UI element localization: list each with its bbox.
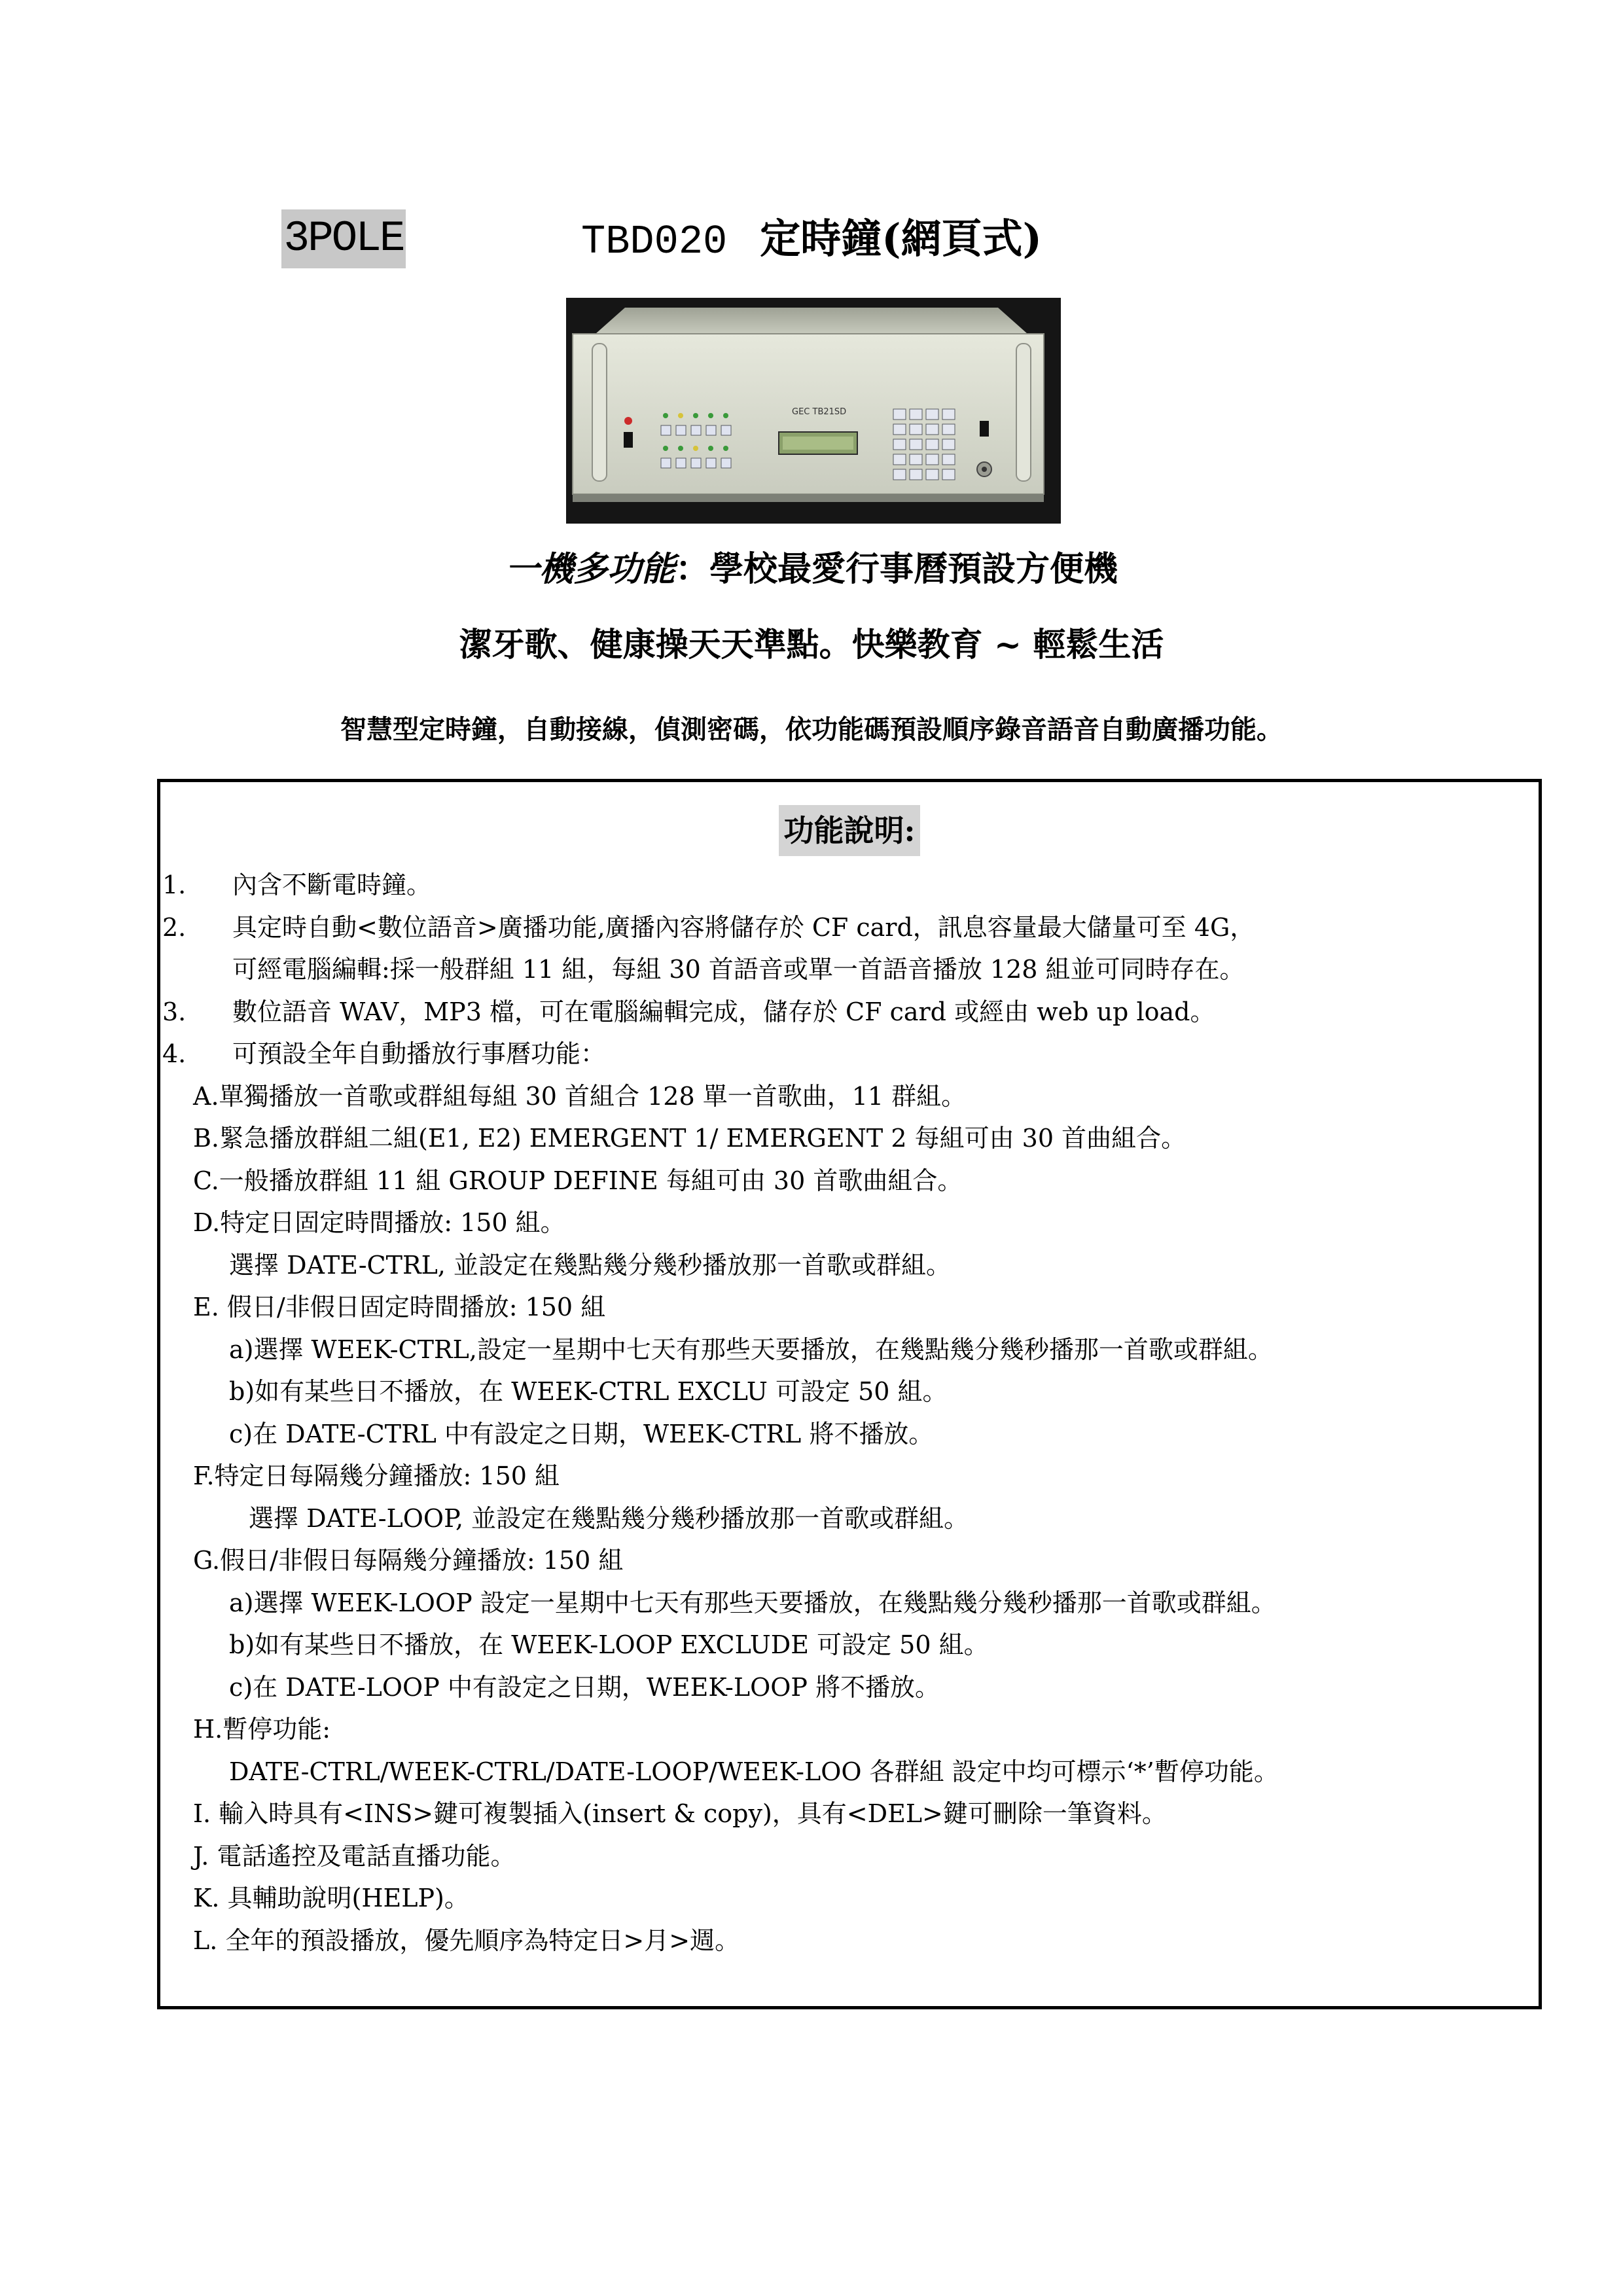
feature-line [160,906,1539,949]
line-text: 選擇 DATE-CTRL, 並設定在幾點幾分幾秒播放那一首歌或群組。 [229,1250,951,1280]
line-text: B.緊急播放群組二組(E1, E2) EMERGENT 1/ EMERGENT 2 每組可由 30 首曲組合。 [193,1124,1186,1153]
feature-line [160,1286,1539,1329]
feature-line [160,1033,1539,1075]
feature-line [160,864,1539,906]
line-text: a)選擇 WEEK-CTRL,設定一星期中七天有那些天要播放，在幾點幾分幾秒播那一首歌或群組。 [229,1335,1273,1364]
product-title [581,209,1042,268]
line-text: L. 全年的預設播放，優先順序為特定日>月>週。 [193,1926,740,1955]
line-text: DATE-CTRL/WEEK-CTRL/DATE-LOOP/WEEK-LOO 各群組 設定中均可標示‘*’暫停功能。 [229,1757,1279,1786]
feature-line [160,1835,1539,1878]
line-text: A.單獨播放一首歌或群組每組 30 首組合 128 單一首歌曲，11 群組。 [193,1081,967,1111]
unit-brand-label: GEC TB21SD [792,407,847,417]
line-text: b)如有某些日不播放，在 WEEK-CTRL EXCLU 可設定 50 組。 [229,1377,948,1406]
line-number: 4. [162,1039,187,1068]
line-text: H.暫停功能: [193,1715,331,1744]
model-code: TBD020 [581,219,728,265]
line-text: 數位語音 WAV，MP3 檔，可在電腦編輯完成，儲存於 CF card 或經由 web up load。 [232,997,1215,1026]
feature-line [160,948,1539,991]
feature-line [160,1920,1539,1962]
intro-text: 智慧型定時鐘，自動接線，偵測密碼，依功能碼預設順序錄音語音自動廣播功能。 [340,714,1283,745]
line-text: E. 假日/非假日固定時間播放: 150 組 [193,1293,606,1321]
line-text: D.特定日固定時間播放: 150 組。 [193,1208,565,1237]
slogan-highlight: 一機多功能 [505,549,675,589]
line-text: 內含不斷電時鐘。 [232,870,432,899]
line-text: G.假日/非假日每隔幾分鐘播放: 150 組 [193,1546,624,1575]
line-text: c)在 DATE-CTRL 中有設定之日期，WEEK-CTRL 將不播放。 [229,1419,934,1448]
line-text: c)在 DATE-LOOP 中有設定之日期，WEEK-LOOP 將不播放。 [229,1672,940,1702]
line-text: C.一般播放群組 11 組 GROUP DEFINE 每組可由 30 首歌曲組合。 [193,1166,963,1195]
feature-line [160,1708,1539,1751]
line-text: I. 輸入時具有<INS>鍵可複製插入(insert & copy)，具有<DEL>鍵可刪除一筆資料。 [193,1799,1167,1828]
line-text: F.特定日每隔幾分鐘播放: 150 組 [193,1462,560,1490]
feature-list [160,864,1539,1962]
feature-line [160,1666,1539,1709]
slogan-primary [0,540,1623,599]
feature-line [160,1455,1539,1498]
slogan-rest: ：學校最愛行事曆預設方便機 [675,549,1118,589]
line-number: 1. [162,870,187,899]
feature-line [160,1202,1539,1244]
line-text: 選擇 DATE-LOOP, 並設定在幾點幾分幾秒播放那一首歌或群組。 [249,1503,969,1533]
product-photo [566,298,1061,524]
feature-line [160,1160,1539,1202]
feature-line [160,991,1539,1033]
brand-name: 3POLE [281,209,406,268]
line-number: 3. [162,997,187,1026]
line-text: 可經電腦編輯:採一般群組 11 組，每組 30 首語音或單一首語音播放 128 組並可同時存在。 [232,955,1245,984]
feature-line [160,1371,1539,1413]
feature-line [160,1793,1539,1835]
feature-line [160,1751,1539,1793]
rack-unit-illustration [566,298,1061,524]
line-text: K. 具輔助說明(HELP)。 [193,1884,469,1912]
feature-title-wrap [160,805,1539,856]
feature-line [160,1498,1539,1540]
feature-line [160,1329,1539,1371]
slogan-secondary: 潔牙歌、健康操天天準點。快樂教育 ~ 輕鬆生活 [459,625,1164,664]
feature-line [160,1624,1539,1666]
feature-line [160,1413,1539,1456]
feature-line [160,1117,1539,1160]
line-text: 具定時自動<數位語音>廣播功能,廣播內容將儲存於 CF card，訊息容量最大儲量可至 4G， [232,912,1255,942]
line-text: 可預設全年自動播放行事曆功能： [232,1039,606,1068]
feature-line [160,1539,1539,1582]
line-text: J. 電話遙控及電話直播功能。 [193,1841,516,1871]
feature-line [160,1075,1539,1118]
feature-box [157,779,1542,2009]
model-name: 定時鐘(網頁式) [760,215,1042,262]
feature-title: 功能說明: [779,805,921,856]
line-text: a)選擇 WEEK-LOOP 設定一星期中七天有那些天要播放，在幾點幾分幾秒播那一首歌或群組。 [229,1588,1276,1617]
feature-line [160,1582,1539,1624]
feature-line [160,1877,1539,1920]
feature-line [160,1244,1539,1287]
line-number: 2. [162,912,187,942]
line-text: b)如有某些日不播放，在 WEEK-LOOP EXCLUDE 可設定 50 組。 [229,1630,989,1659]
